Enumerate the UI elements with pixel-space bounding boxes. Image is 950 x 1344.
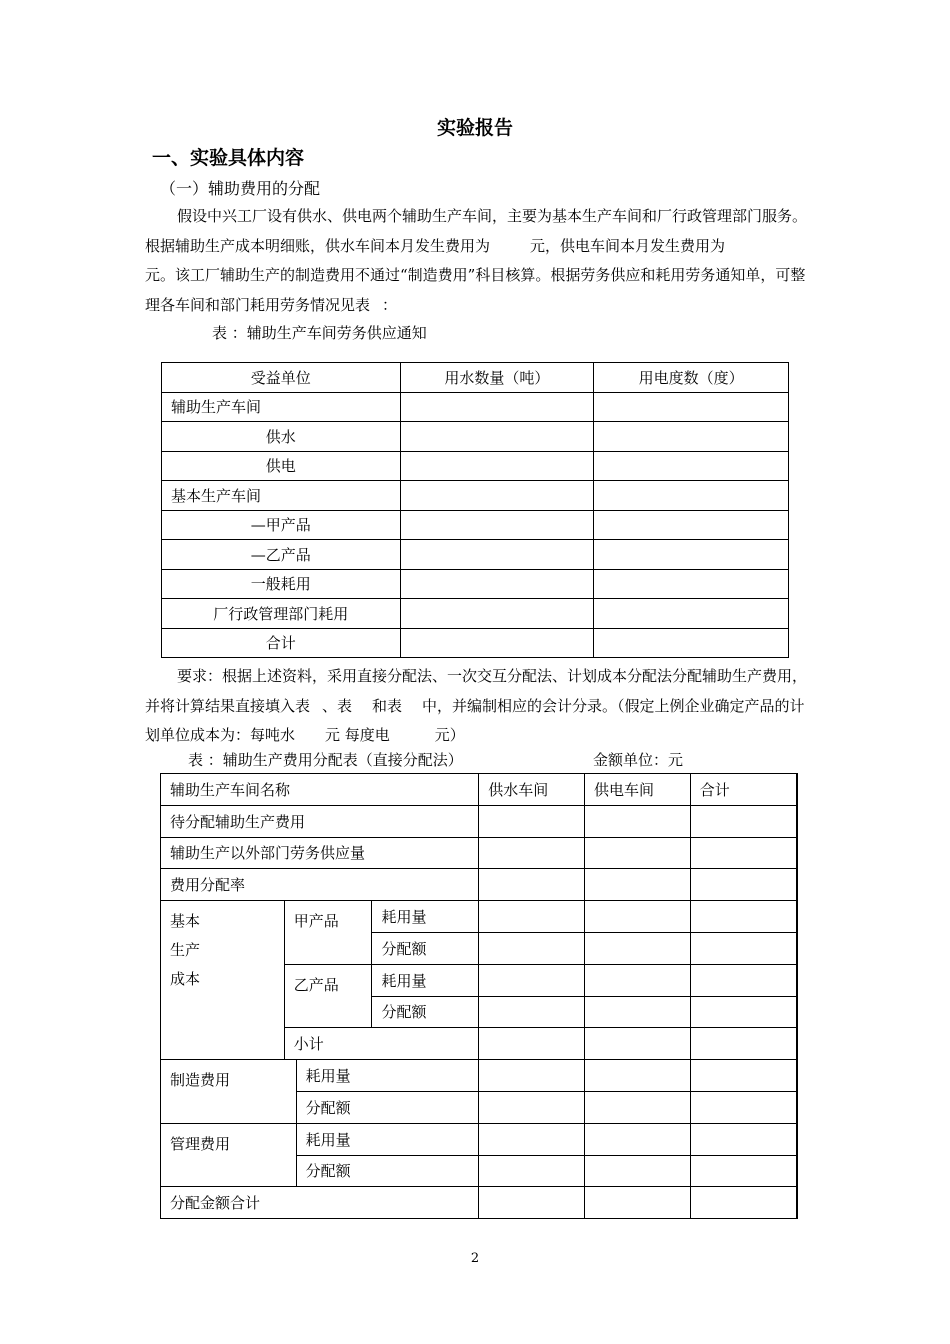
report-title: 实验报告 bbox=[436, 117, 513, 139]
power-cell[interactable] bbox=[594, 510, 789, 540]
usage-label: 耗用量 bbox=[372, 964, 479, 996]
labor-supply-table bbox=[161, 362, 789, 658]
row-label: 供水 bbox=[162, 422, 401, 452]
requirement-paragraph bbox=[145, 662, 810, 751]
table-row bbox=[161, 1060, 798, 1092]
table-row bbox=[161, 869, 798, 901]
power-cell[interactable] bbox=[594, 481, 789, 511]
power-cell[interactable] bbox=[594, 628, 789, 658]
row-label: 费用分配率 bbox=[161, 869, 479, 901]
water-cell[interactable] bbox=[400, 510, 594, 540]
table-row bbox=[161, 1123, 798, 1155]
water-cell[interactable] bbox=[479, 869, 585, 901]
row-label: 辅助生产以外部门劳务供应量 bbox=[161, 837, 479, 869]
power-cell[interactable] bbox=[594, 599, 789, 629]
row-label: 辅助生产车间 bbox=[162, 392, 401, 422]
power-cell[interactable] bbox=[584, 1155, 690, 1187]
header-water-workshop: 供水车间 bbox=[479, 774, 585, 806]
table-row bbox=[161, 837, 798, 869]
para2-text-3: 和表 bbox=[372, 696, 403, 715]
allocation-table bbox=[160, 773, 798, 1219]
table-row bbox=[161, 1187, 798, 1219]
total-cell[interactable] bbox=[690, 964, 797, 996]
water-cell[interactable] bbox=[479, 1123, 585, 1155]
table-row bbox=[162, 569, 789, 599]
water-cell[interactable] bbox=[479, 996, 585, 1028]
row-label: 供电 bbox=[162, 451, 401, 481]
water-cell[interactable] bbox=[400, 628, 594, 658]
allocation-label: 分配额 bbox=[372, 996, 479, 1028]
row-label: —乙产品 bbox=[162, 540, 401, 570]
header-total: 合计 bbox=[690, 774, 797, 806]
header-beneficiary: 受益单位 bbox=[162, 363, 401, 393]
row-label: 一般耗用 bbox=[162, 569, 401, 599]
basic-cost-line: 基本 bbox=[170, 912, 201, 931]
total-cell[interactable] bbox=[690, 1091, 797, 1123]
power-cell[interactable] bbox=[594, 569, 789, 599]
water-cell[interactable] bbox=[479, 1060, 585, 1092]
water-cell[interactable] bbox=[479, 932, 585, 964]
para2-text-5: 元 每度电 bbox=[325, 726, 390, 744]
power-cell[interactable] bbox=[594, 422, 789, 452]
water-cell[interactable] bbox=[400, 599, 594, 629]
water-cell[interactable] bbox=[400, 540, 594, 570]
allocation-label: 分配额 bbox=[296, 1155, 479, 1187]
row-label: 待分配辅助生产费用 bbox=[161, 805, 479, 837]
total-cell[interactable] bbox=[690, 932, 797, 964]
table-row bbox=[162, 481, 789, 511]
total-cell[interactable] bbox=[690, 1028, 797, 1060]
manufacturing-overhead-label: 制造费用 bbox=[161, 1060, 297, 1124]
power-cell[interactable] bbox=[584, 1123, 690, 1155]
table-row bbox=[162, 451, 789, 481]
power-cell[interactable] bbox=[594, 451, 789, 481]
total-cell[interactable] bbox=[690, 1060, 797, 1092]
table-row bbox=[162, 599, 789, 629]
para2-text-2: 、表 bbox=[322, 696, 353, 715]
total-label: 分配金额合计 bbox=[161, 1187, 479, 1219]
product-a-label: 甲产品 bbox=[284, 901, 372, 965]
table-row bbox=[161, 805, 798, 837]
para2-text-1: 要求：根据上述资料，采用直接分配法、一次交互分配法、计划成本分配法分配辅助生产费用，并将计算结果直接填入表 bbox=[145, 667, 808, 715]
water-cell[interactable] bbox=[400, 451, 594, 481]
amount-unit: 金额单位：元 bbox=[593, 751, 684, 769]
power-cell[interactable] bbox=[584, 932, 690, 964]
table1-caption: 表 ：辅助生产车间劳务供应通知 bbox=[212, 324, 427, 342]
row-label: 基本生产车间 bbox=[162, 481, 401, 511]
table-row bbox=[161, 901, 798, 933]
admin-expense-label: 管理费用 bbox=[161, 1123, 297, 1187]
power-cell[interactable] bbox=[594, 540, 789, 570]
total-cell[interactable] bbox=[690, 805, 797, 837]
water-cell[interactable] bbox=[479, 805, 585, 837]
usage-label: 耗用量 bbox=[296, 1123, 479, 1155]
header-water-qty: 用水数量（吨） bbox=[400, 363, 594, 393]
total-cell[interactable] bbox=[690, 1155, 797, 1187]
para1-text-4: ： bbox=[382, 295, 398, 314]
total-cell[interactable] bbox=[690, 996, 797, 1028]
water-cell[interactable] bbox=[479, 964, 585, 996]
section-heading: 一、实验具体内容 bbox=[152, 147, 305, 169]
subtotal-label: 小计 bbox=[284, 1028, 479, 1060]
para1-text-2: 元，供电车间本月发生费用为 bbox=[530, 236, 726, 255]
power-cell[interactable] bbox=[584, 1091, 690, 1123]
water-cell[interactable] bbox=[479, 837, 585, 869]
row-label: —甲产品 bbox=[162, 510, 401, 540]
header-power-workshop: 供电车间 bbox=[584, 774, 690, 806]
table2-caption: 表 ：辅助生产费用分配表（直接分配法） bbox=[188, 751, 463, 769]
total-cell[interactable] bbox=[690, 869, 797, 901]
table-row bbox=[162, 510, 789, 540]
water-cell[interactable] bbox=[479, 1028, 585, 1060]
usage-label: 耗用量 bbox=[296, 1060, 479, 1092]
header-power-qty: 用电度数（度） bbox=[594, 363, 789, 393]
water-cell[interactable] bbox=[400, 481, 594, 511]
para1-text-3: 元。该工厂辅助生产的制造费用不通过“制造费用”科目核算。根据劳务供应和耗用劳务通知单，可整理各车间和部门耗用劳务情况见表 bbox=[145, 266, 806, 314]
product-b-label: 乙产品 bbox=[284, 964, 372, 1028]
power-cell[interactable] bbox=[584, 1060, 690, 1092]
subsection-heading: （一）辅助费用的分配 bbox=[160, 179, 321, 198]
table-header-row bbox=[162, 363, 789, 393]
header-workshop-name: 辅助生产车间名称 bbox=[161, 774, 479, 806]
power-cell[interactable] bbox=[584, 1028, 690, 1060]
power-cell[interactable] bbox=[584, 996, 690, 1028]
power-cell[interactable] bbox=[584, 837, 690, 869]
intro-paragraph bbox=[145, 202, 810, 320]
power-cell[interactable] bbox=[584, 901, 690, 933]
water-cell[interactable] bbox=[479, 1091, 585, 1123]
power-cell[interactable] bbox=[584, 1187, 690, 1219]
para2-text-6: 元） bbox=[434, 726, 465, 744]
power-cell[interactable] bbox=[584, 964, 690, 996]
total-cell[interactable] bbox=[690, 837, 797, 869]
water-cell[interactable] bbox=[400, 422, 594, 452]
allocation-label: 分配额 bbox=[296, 1091, 479, 1123]
water-cell[interactable] bbox=[479, 901, 585, 933]
water-cell[interactable] bbox=[400, 569, 594, 599]
table-row bbox=[162, 392, 789, 422]
total-cell[interactable] bbox=[690, 1187, 797, 1219]
water-cell[interactable] bbox=[479, 1155, 585, 1187]
power-cell[interactable] bbox=[594, 392, 789, 422]
table-row bbox=[162, 422, 789, 452]
water-cell[interactable] bbox=[400, 392, 594, 422]
row-label: 合计 bbox=[162, 628, 401, 658]
total-cell[interactable] bbox=[690, 901, 797, 933]
row-label: 厂行政管理部门耗用 bbox=[162, 599, 401, 629]
table-row bbox=[162, 628, 789, 658]
para2-text-4: 中，并编制相应的会计分录。（假定上例企业确定产品的计划单位成本为：每吨水 bbox=[145, 696, 805, 744]
allocation-label: 分配额 bbox=[372, 932, 479, 964]
water-cell[interactable] bbox=[479, 1187, 585, 1219]
usage-label: 耗用量 bbox=[372, 901, 479, 933]
basic-cost-line: 生产 bbox=[170, 941, 201, 960]
power-cell[interactable] bbox=[584, 869, 690, 901]
para1-text-1: 假设中兴工厂设有供水、供电两个辅助生产车间，主要为基本生产车间和厂行政管理部门服务。根据辅助生产成本明细账，供水车间本月发生费用为 bbox=[145, 207, 808, 255]
table-header-row bbox=[161, 774, 798, 806]
basic-production-cost-label bbox=[161, 901, 285, 1060]
page-number: 2 bbox=[470, 1251, 480, 1266]
power-cell[interactable] bbox=[584, 805, 690, 837]
table-row bbox=[162, 540, 789, 570]
basic-cost-line: 成本 bbox=[170, 970, 201, 989]
total-cell[interactable] bbox=[690, 1123, 797, 1155]
